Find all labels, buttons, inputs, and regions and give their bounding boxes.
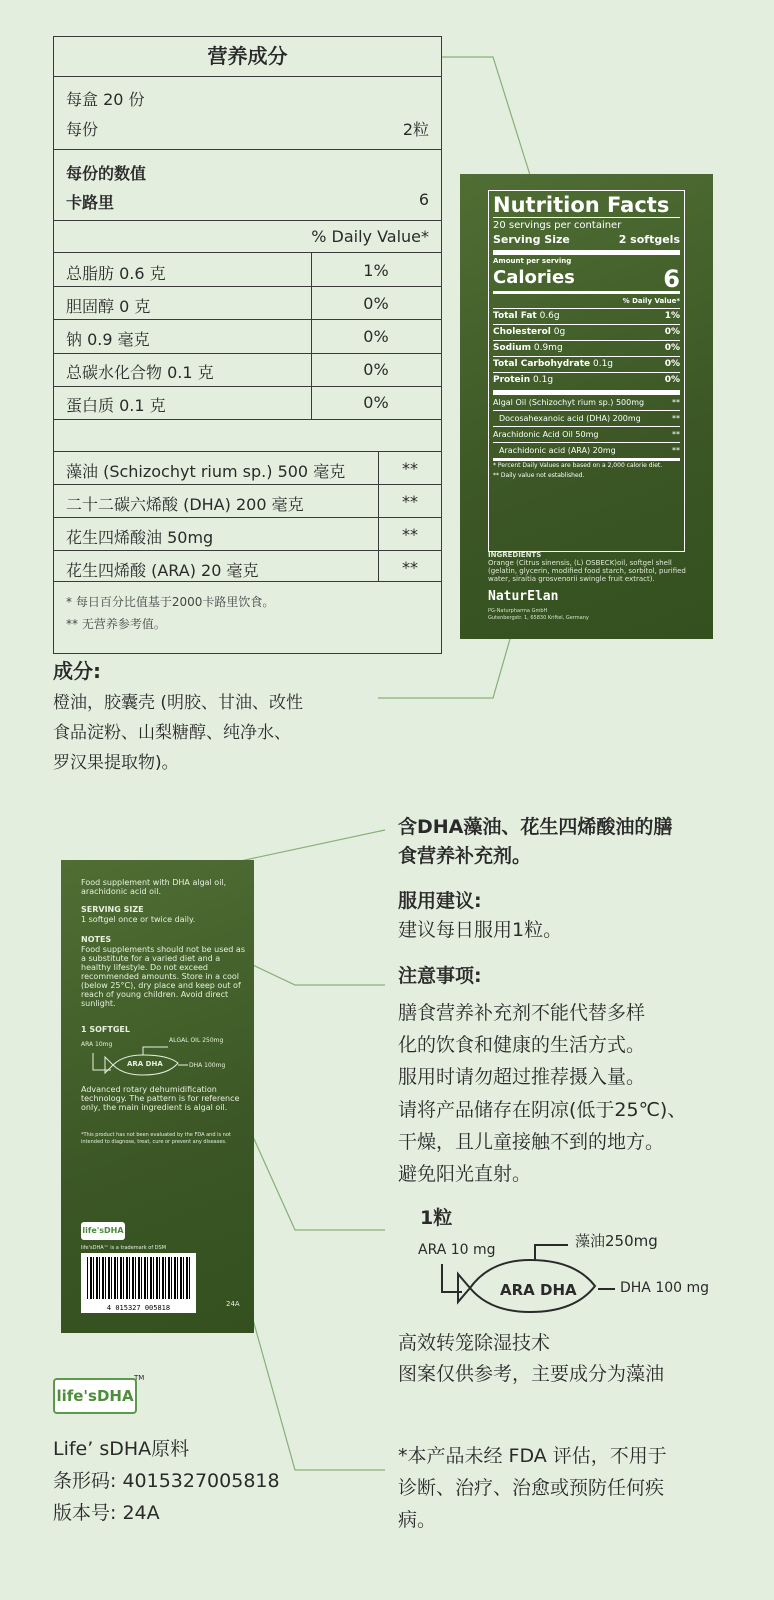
nf-serving-size-value: 2 softgels [618, 233, 680, 246]
back-tech: Advanced rotary dehumidification technology. The pattern is for reference only, the main ingredient is algal oil. [81, 1085, 240, 1112]
nf-calories-label: Calories [493, 267, 575, 288]
nutrient-label: 钠 0.9 毫克 [66, 330, 150, 349]
back-ara: ARA 10mg [81, 1041, 113, 1048]
tm-mark: TM [134, 1374, 145, 1382]
nf-row-amount: 0.6g [539, 311, 560, 321]
nf-row-label: Protein [493, 375, 531, 385]
values-per-serving: 每份的数值 [66, 164, 147, 183]
softgel-dha: DHA 100 mg [620, 1280, 710, 1296]
tech-line-2: 图案仅供参考，主要成分为藻油 [398, 1363, 665, 1385]
ingredients-line-1: 橙油，胶囊壳 (明胶、甘油、改性 [53, 693, 304, 713]
nf-row-amount: 0.1g [592, 359, 614, 369]
oil-label: 二十二碳六烯酸 (DHA) 200 毫克 [66, 495, 304, 514]
notes-line: 干燥，且儿童接触不到的地方。 [398, 1131, 665, 1153]
fda-line: *本产品未经 FDA 评估，不用于 [398, 1445, 667, 1467]
per-serving-value: 2粒 [402, 120, 429, 139]
nf-servings: 20 servings per container [493, 220, 622, 231]
nf-serving-size-label: Serving Size [493, 233, 570, 246]
nf-row-label: Sodium [493, 343, 531, 353]
back-dha: DHA 100mg [189, 1062, 226, 1069]
nf-oil-value: ** [672, 414, 680, 423]
nutrient-label: 胆固醇 0 克 [66, 297, 151, 316]
nutrient-label: 总脂肪 0.6 克 [66, 264, 166, 283]
back-trademark: life'sDHA™ is a trademark of DSM [81, 1245, 167, 1251]
ingredients-line-2: 食品淀粉、山梨糖醇、纯净水、 [53, 723, 291, 743]
oil-label: 花生四烯酸油 50mg [66, 528, 214, 547]
ingredients-line-3: 罗汉果提取物)。 [53, 753, 179, 773]
oil-value: ** [402, 558, 418, 577]
softgel-ara: ARA 10 mg [418, 1242, 496, 1258]
nf-oil-value: ** [672, 398, 680, 407]
nf-title: Nutrition Facts [493, 193, 670, 217]
fda-line: 诊断、治疗、治愈或预防任何疾 [398, 1477, 665, 1499]
notes-title: 注意事项: [398, 965, 482, 987]
nutrient-value: 0% [363, 327, 389, 346]
cn-nutrition-table [53, 36, 442, 654]
notes-line: 膳食营养补充剂不能代替多样 [398, 1002, 646, 1024]
back-fda: *This product has not been evaluated by the FDA and is not intended to diagnose, treat, cure or prevent any diseases. [81, 1132, 231, 1145]
nutrient-value: 0% [363, 393, 389, 412]
oil-value: ** [402, 492, 418, 511]
nf-dv-header: % Daily Value* [622, 297, 680, 305]
back-intro: Food supplement with DHA algal oil, arachidonic acid oil. [81, 878, 227, 896]
barcode-line: 条形码: 4015327005818 [53, 1470, 280, 1492]
nf-foot-1: * Percent Daily Values are based on a 2,000 calorie diet. [493, 462, 663, 469]
nf-amount-per-serving: Amount per serving [493, 257, 572, 265]
back-lifesdha-logo: life'sDHA [81, 1222, 125, 1240]
calories-label: 卡路里 [66, 193, 115, 212]
cn-table-title: 营养成分 [54, 37, 441, 77]
nf-oil-label: Algal Oil (Schizochyt rium sp.) 500mg [493, 398, 645, 407]
lifesdha-logo: life'sDHA [53, 1378, 137, 1414]
notes-line: 请将产品储存在阴凉(低于25℃)、 [398, 1099, 687, 1121]
nutrition-facts-label [460, 174, 713, 639]
nf-foot-2: ** Daily value not established. [493, 472, 585, 479]
back-notes-text: Food supplements should not be used as a substitute for a varied diet and a healthy lifestyle. Do not exceed recommended amounts. Store in a cool (below 25°C), dry place and keep out of reach of young children. Avoid direct sunlight. [81, 945, 245, 1008]
usage-title: 服用建议: [398, 890, 482, 912]
nf-oil-label: Docosahexanoic acid (DHA) 200mg [499, 414, 641, 423]
nf-row-amount: 0.9mg [533, 343, 563, 353]
barcode [81, 1253, 196, 1313]
desc-line-1: 含DHA藻油、花生四烯酸油的膳 [398, 816, 673, 838]
nf-row-value: 0% [664, 375, 680, 385]
back-softgel-title: 1 SOFTGEL [81, 1025, 130, 1034]
nf-row-value: 1% [664, 311, 680, 321]
nf-row-value: 0% [664, 359, 680, 369]
tech-line-1: 高效转笼除湿技术 [398, 1332, 551, 1354]
daily-value-header: % Daily Value* [311, 227, 429, 246]
back-algal: ALGAL OIL 250mg [169, 1037, 224, 1044]
nf-oil-value: ** [672, 446, 680, 455]
nutrient-value: 0% [363, 360, 389, 379]
nf-oil-value: ** [672, 430, 680, 439]
nf-row-label: Cholesterol [493, 327, 551, 337]
cn-footnote-1: * 每日百分比值基于2000卡路里饮食。 [66, 595, 275, 609]
nf-oil-label: Arachidonic Acid Oil 50mg [493, 430, 599, 439]
back-version: 24A [226, 1300, 240, 1308]
notes-line: 服用时请勿超过推荐摄入量。 [398, 1066, 646, 1088]
oil-value: ** [402, 459, 418, 478]
desc-line-2: 食营养补充剂。 [398, 845, 532, 867]
version-line: 版本号: 24A [53, 1502, 160, 1524]
usage-text: 建议每日服用1粒。 [398, 919, 563, 941]
nf-row-amount: 0.1g [533, 375, 554, 385]
softgel-algal: 藻油250mg [575, 1232, 658, 1250]
nutrient-label: 总碳水化合物 0.1 克 [66, 363, 214, 382]
back-notes-title: NOTES [81, 935, 112, 944]
company-address: Gutenbergstr. 1, 65830 Kriftel, Germany [488, 615, 589, 621]
nf-row-label: Total Carbohydrate [493, 359, 591, 369]
nf-row-amount: 0g [553, 327, 566, 337]
back-serving-text: 1 softgel once or twice daily. [81, 915, 196, 924]
naturelan-logo: NaturElan [488, 589, 559, 604]
back-label [61, 860, 254, 1333]
notes-line: 避免阳光直射。 [398, 1163, 532, 1185]
nf-oil-label: Arachidonic acid (ARA) 20mg [499, 446, 616, 455]
nf-row-label: Total Fat [493, 311, 537, 321]
nf-ingredients-text: Orange (Citrus sinensis, (L) OSBECK)oil, softgel shell (gelatin, glycerin, modified food starch, sorbitol, purified water, siraitia grosvenorii swingle fruit extract). [488, 559, 686, 583]
nf-row-value: 0% [664, 327, 680, 337]
nutrient-label: 蛋白质 0.1 克 [66, 396, 166, 415]
oil-value: ** [402, 525, 418, 544]
nf-row-value: 0% [664, 343, 680, 353]
nf-ingredients-title: INGREDIENTS [488, 551, 542, 559]
notes-line: 化的饮食和健康的生活方式。 [398, 1034, 646, 1056]
nf-calories-value: 6 [663, 265, 680, 293]
softgel-title: 1粒 [420, 1207, 453, 1229]
ingredients-title: 成分: [53, 659, 101, 683]
servings-per-box: 每盒 20 份 [66, 90, 145, 109]
oil-label: 花生四烯酸 (ARA) 20 毫克 [66, 561, 259, 580]
raw-material-line: Life’ sDHA原料 [53, 1438, 190, 1460]
calories-value: 6 [418, 190, 429, 209]
nutrient-value: 1% [363, 261, 389, 280]
cn-footnote-2: ** 无营养参考值。 [66, 617, 166, 631]
barcode-number: 4 015327 005818 [106, 1304, 171, 1312]
back-fish-text: ARA DHA [127, 1060, 163, 1068]
softgel-fish-text: ARA DHA [500, 1281, 577, 1299]
nutrient-value: 0% [363, 294, 389, 313]
company-name: PG-Naturpharma GmbH [488, 608, 548, 614]
oil-label: 藻油 (Schizochyt rium sp.) 500 毫克 [66, 462, 346, 481]
back-serving-title: SERVING SIZE [81, 905, 144, 914]
per-serving-label: 每份 [66, 120, 99, 139]
fda-line: 病。 [398, 1509, 437, 1531]
